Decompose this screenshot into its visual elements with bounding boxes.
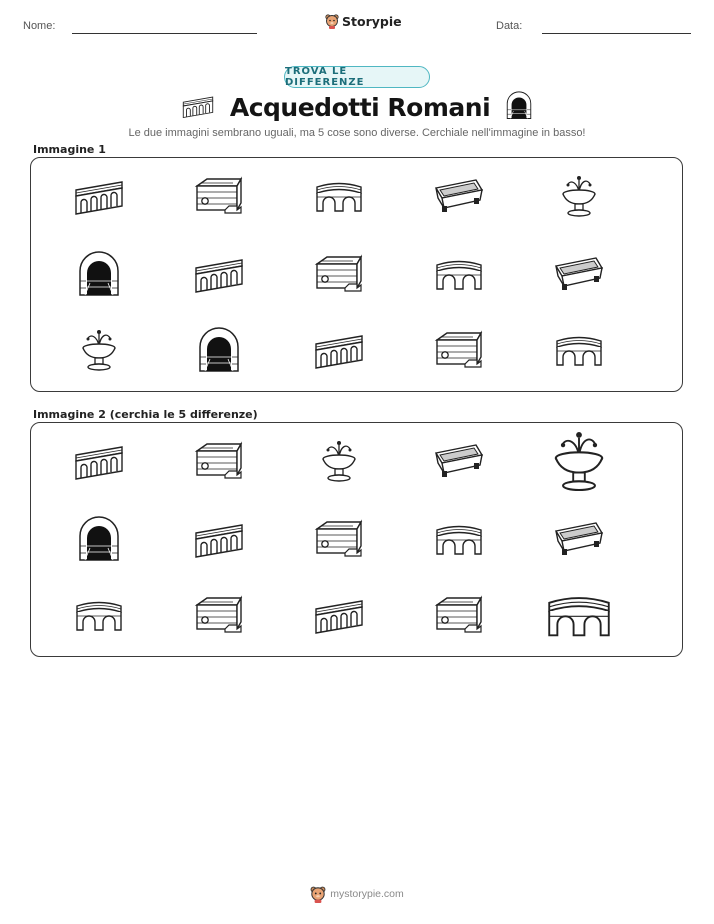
fountain-icon[interactable]	[319, 439, 359, 483]
reservoir-icon[interactable]	[193, 441, 245, 481]
tunnel-icon[interactable]	[78, 516, 120, 562]
tunnel-icon	[78, 251, 120, 297]
image2-panel[interactable]	[30, 422, 683, 657]
trough-icon[interactable]	[554, 521, 604, 557]
arch-bridge-icon[interactable]	[435, 522, 483, 556]
activity-badge: TROVA LE DIFFERENZE	[284, 66, 430, 88]
image2-label: Immagine 2 (cerchia le 5 differenze)	[33, 408, 258, 421]
aqueduct-icon[interactable]	[314, 595, 364, 635]
footer-url: mystorypie.com	[330, 888, 404, 900]
storypie-mascot-icon	[310, 885, 326, 903]
aqueduct-icon	[314, 330, 364, 370]
image1-label: Immagine 1	[33, 143, 106, 156]
aqueduct-icon	[182, 93, 214, 123]
arch-bridge-icon[interactable]	[75, 598, 123, 632]
date-field[interactable]	[542, 33, 691, 34]
fountain-icon	[559, 174, 599, 218]
name-field[interactable]	[72, 33, 257, 34]
trough-icon	[554, 256, 604, 292]
page-title: Acquedotti Romani	[229, 93, 491, 122]
name-label: Nome:	[23, 20, 56, 32]
brand-name: Storypie	[342, 13, 402, 29]
image1-panel	[30, 157, 683, 392]
footer	[0, 885, 714, 903]
fountain-large-icon[interactable]	[550, 428, 608, 494]
tunnel-icon	[198, 327, 240, 373]
reservoir-icon	[433, 330, 485, 370]
brand-logo	[325, 13, 402, 29]
trough-icon	[434, 178, 484, 214]
title-row	[0, 91, 714, 124]
reservoir-icon	[193, 176, 245, 216]
aqueduct-icon[interactable]	[74, 441, 124, 481]
tunnel-icon	[506, 91, 532, 124]
arch-bridge-icon	[435, 257, 483, 291]
date-label: Data:	[496, 20, 523, 32]
instructions: Le due immagini sembrano uguali, ma 5 cose sono diverse. Cerchiale nell'immagine in basso!	[128, 127, 586, 139]
fountain-icon	[79, 328, 119, 372]
aqueduct-icon	[194, 254, 244, 294]
storypie-mascot-icon	[325, 13, 339, 29]
trough-icon[interactable]	[434, 443, 484, 479]
reservoir-icon[interactable]	[433, 595, 485, 635]
reservoir-icon[interactable]	[193, 595, 245, 635]
arch-bridge-icon	[555, 333, 603, 367]
reservoir-icon	[313, 254, 365, 294]
reservoir-icon[interactable]	[313, 519, 365, 559]
aqueduct-icon[interactable]	[194, 519, 244, 559]
aqueduct-icon	[74, 176, 124, 216]
arch-bridge-icon	[315, 179, 363, 213]
arch-bridge-large-icon[interactable]	[545, 592, 613, 638]
